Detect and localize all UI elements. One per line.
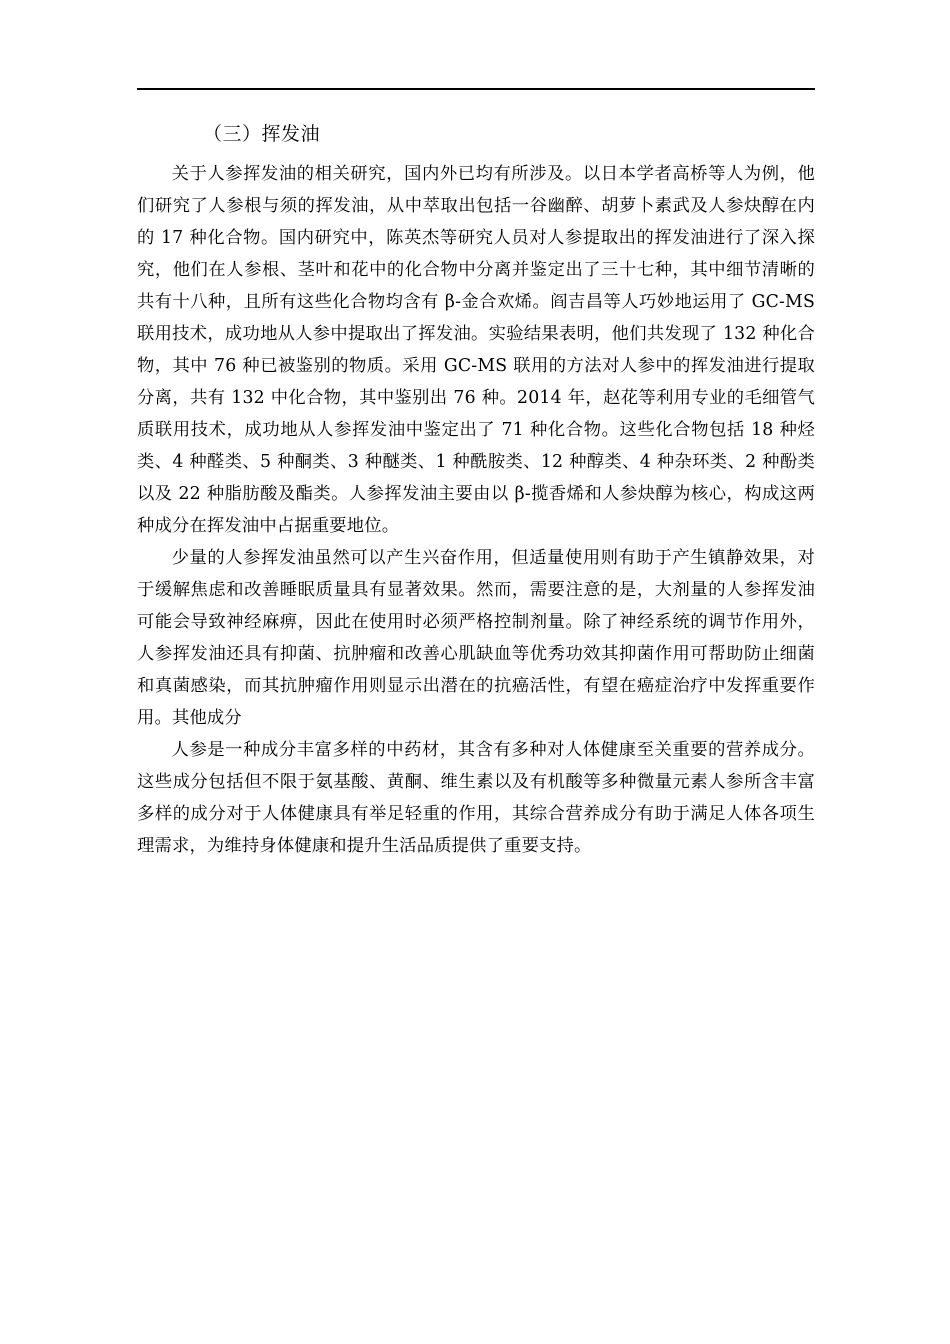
header-rule <box>137 88 815 90</box>
paragraph-volatile-oil-effects: 少量的人参挥发油虽然可以产生兴奋作用，但适量使用则有助于产生镇静效果，对于缓解焦虑和改善睡眠质量具有显著效果。然而，需要注意的是，大剂量的人参挥发油可能会导致神经麻痹，因此在使用时必须严格控制剂量。除了神经系统的调节作用外，人参挥发油还具有抑菌、抗肿瘤和改善心肌缺血等优秀功效其抑菌作用可帮助防止细菌和真菌感染，而其抗肿瘤作用则显示出潜在的抗癌活性，有望在癌症治疗中发挥重要作用。其他成分 <box>137 548 815 728</box>
paragraph-other-components: 人参是一种成分丰富多样的中药材，其含有多种对人体健康至关重要的营养成分。这些成分包括但不限于氨基酸、黄酮、维生素以及有机酸等多种微量元素人参所含丰富多样的成分对于人体健康具有举足轻重的作用，其综合营养成分有助于满足人体各项生理需求，为维持身体健康和提升生活品质提供了重要支持。 <box>137 740 815 856</box>
document-body <box>137 116 815 862</box>
section-heading: （三）挥发油 <box>203 123 321 145</box>
paragraph-volatile-oil-research: 关于人参挥发油的相关研究，国内外已均有所涉及。以日本学者高桥等人为例，他们研究了人参根与须的挥发油，从中萃取出包括一谷幽醉、胡萝卜素武及人参炔醇在内的 17 种化合物。国内研究中，陈英杰等研究人员对人参提取出的挥发油进行了深入探究，他们在人参根、茎叶和花中的化合物中分离并鉴定出了三十七种，其中细节清晰的共有十八种，且所有这些化合物均含有 β-金合欢烯。阎吉昌等人巧妙地运用了 GC-MS 联用技术，成功地从人参中提取出了挥发油。实验结果表明，他们共发现了 132 种化合物，其中 76 种已被鉴别的物质。采用 GC-MS 联用的方法对人参中的挥发油进行提取分离，共有 132 中化合物，其中鉴别出 76 种。2014 年，赵花等利用专业的毛细管气质联用技术，成功地从人参挥发油中鉴定出了 71 种化合物。这些化合物包括 18 种烃类、4 种醛类、5 种酮类、3 种醚类、1 种酰胺类、12 种醇类、4 种杂环类、2 种酚类以及 22 种脂肪酸及酯类。人参挥发油主要由以 β-揽香烯和人参炔醇为核心，构成这两种成分在挥发油中占据重要地位。 <box>137 164 815 536</box>
